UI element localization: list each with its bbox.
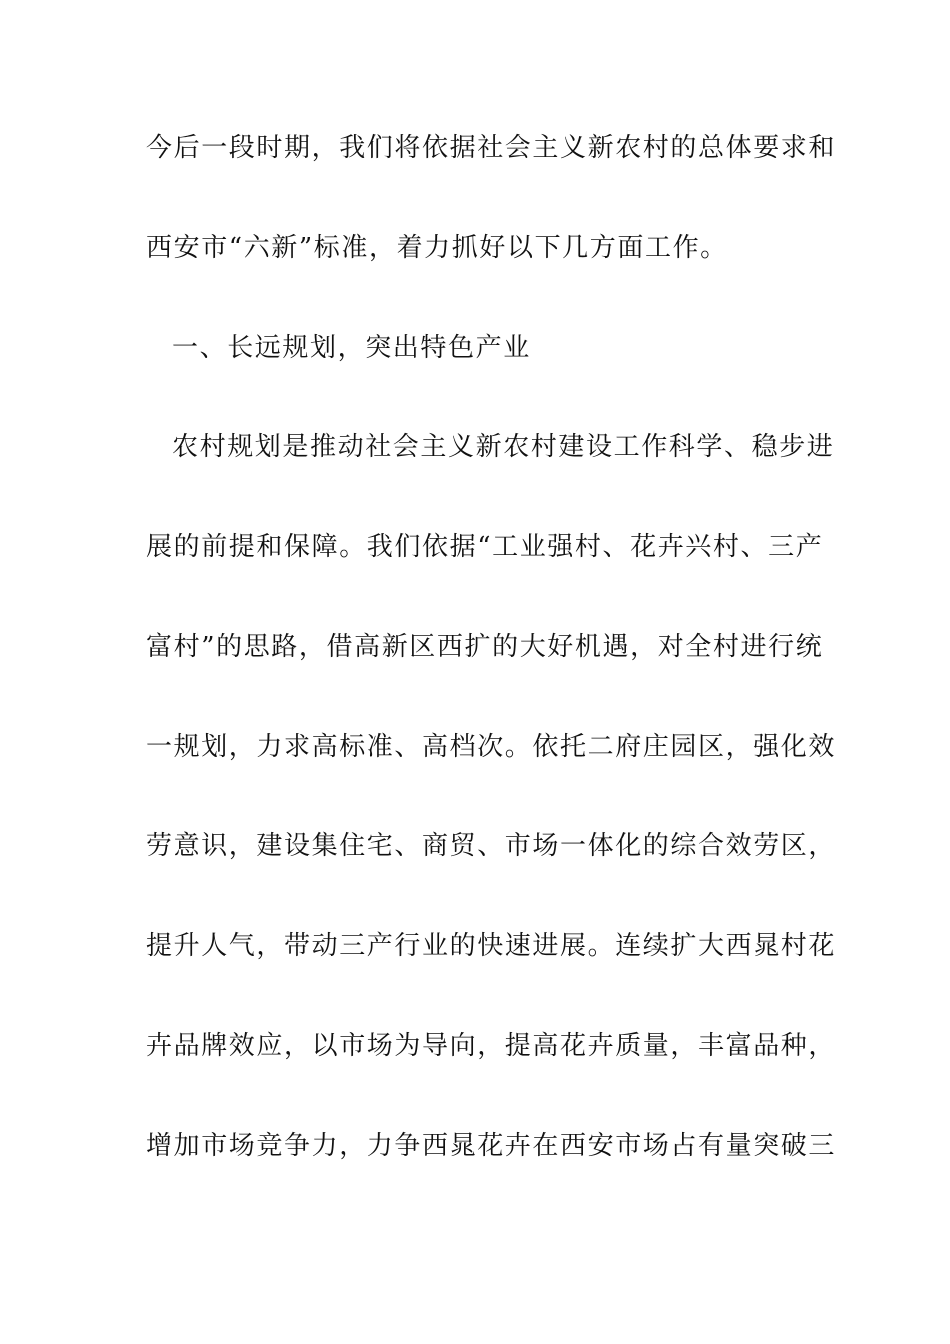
paragraph-line-10: 增加市场竞争力，力争西晁花卉在西安市场占有量突破三 <box>146 1131 837 1161</box>
paragraph-line-7: 劳意识，建设集住宅、商贸、市场一体化的综合效劳区， <box>146 831 837 861</box>
paragraph-line-9: 卉品牌效应，以市场为导向，提高花卉质量，丰富品种， <box>146 1031 837 1061</box>
section-heading: 一、长远规划，突出特色产业 <box>172 333 531 363</box>
paragraph-line-1: 今后一段时期，我们将依据社会主义新农村的总体要求和 <box>146 133 837 163</box>
paragraph-line-5: 富村”的思路，借高新区西扩的大好机遇，对全村进行统 <box>146 632 824 662</box>
paragraph-line-6: 一规划，力求高标准、高档次。依托二府庄园区，强化效 <box>146 732 837 762</box>
paragraph-line-2: 西安市“六新”标准，着力抓好以下几方面工作。 <box>146 233 728 263</box>
paragraph-line-3: 农村规划是推动社会主义新农村建设工作科学、稳步进 <box>172 432 835 462</box>
paragraph-line-4: 展的前提和保障。我们依据“工业强村、花卉兴村、三产 <box>146 532 824 562</box>
paragraph-line-8: 提升人气，带动三产行业的快速进展。连续扩大西晁村花 <box>146 931 837 961</box>
